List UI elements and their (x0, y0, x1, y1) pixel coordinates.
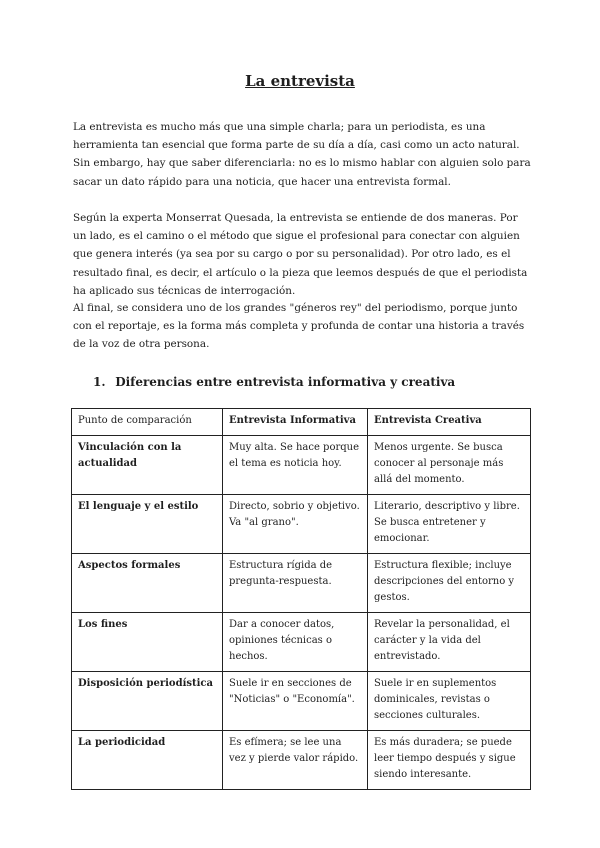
table-cell: Estructura flexible; incluye descripciones del entorno y gestos. (368, 554, 531, 613)
definition-paragraph: Según la experta Monserrat Quesada, la entrevista se entiende de dos maneras. Por un lado, es el camino o el método que sigue el profesional para conectar con alguien que genera interés (ya sea por su cargo o por su personalidad). Por otro lado, es el resultado final, es decir, el artículo o la pieza que leemos después de que el periodista ha aplicado sus técnicas de interrogación. (73, 212, 528, 297)
table-cell: Muy alta. Se hace porque el tema es noticia hoy. (223, 436, 368, 495)
table-row (72, 613, 531, 672)
page-title: La entrevista (245, 72, 355, 90)
row-label-cell: Aspectos formales (72, 554, 223, 613)
table-header-cell: Entrevista Informativa (223, 409, 368, 436)
table-cell: Revelar la personalidad, el carácter y la vida del entrevistado. (368, 613, 531, 672)
row-label-cell: La periodicidad (72, 731, 223, 790)
table-row (72, 731, 531, 790)
section-heading-text: Diferencias entre entrevista informativa y creativa (115, 375, 456, 389)
table-row (72, 495, 531, 554)
row-label-cell: Disposición periodística (72, 672, 223, 731)
table-cell: Es más duradera; se puede leer tiempo después y sigue siendo interesante. (368, 731, 531, 790)
table-cell: Suele ir en secciones de "Noticias" o "Economía". (223, 672, 368, 731)
comparison-table (71, 408, 531, 790)
row-label-cell: El lenguaje y el estilo (72, 495, 223, 554)
section-number: 1. (93, 375, 106, 389)
table-cell: Literario, descriptivo y libre. Se busca entretener y emocionar. (368, 495, 531, 554)
table-row (72, 554, 531, 613)
table-cell: Dar a conocer datos, opiniones técnicas o hechos. (223, 613, 368, 672)
section-heading (93, 373, 455, 391)
table-header-row (72, 409, 531, 436)
table-cell: Suele ir en suplementos dominicales, revistas o secciones culturales. (368, 672, 531, 731)
row-label-cell: Vinculación con la actualidad (72, 436, 223, 495)
table-cell: Es efímera; se lee una vez y pierde valor rápido. (223, 731, 368, 790)
table-row (72, 436, 531, 495)
table-cell: Menos urgente. Se busca conocer al personaje más allá del momento. (368, 436, 531, 495)
table-header-cell: Punto de comparación (72, 409, 223, 436)
table-cell: Directo, sobrio y objetivo. Va "al grano". (223, 495, 368, 554)
table-row (72, 672, 531, 731)
intro-paragraph: La entrevista es mucho más que una simple charla; para un periodista, es una herramienta tan esencial que forma parte de su día a día, casi como un acto natural. Sin embargo, hay que saber diferenciarla: no es lo mismo hablar con alguien solo para sacar un dato rápido para una noticia, que hacer una entrevista formal. (73, 121, 531, 188)
conclusion-paragraph: Al final, se considera uno de los grandes "géneros rey" del periodismo, porque junto con el reportaje, es la forma más completa y profunda de contar una historia a través de la voz de otra persona. (73, 302, 525, 351)
table-header-cell: Entrevista Creativa (368, 409, 531, 436)
row-label-cell: Los fines (72, 613, 223, 672)
table-cell: Estructura rígida de pregunta-respuesta. (223, 554, 368, 613)
